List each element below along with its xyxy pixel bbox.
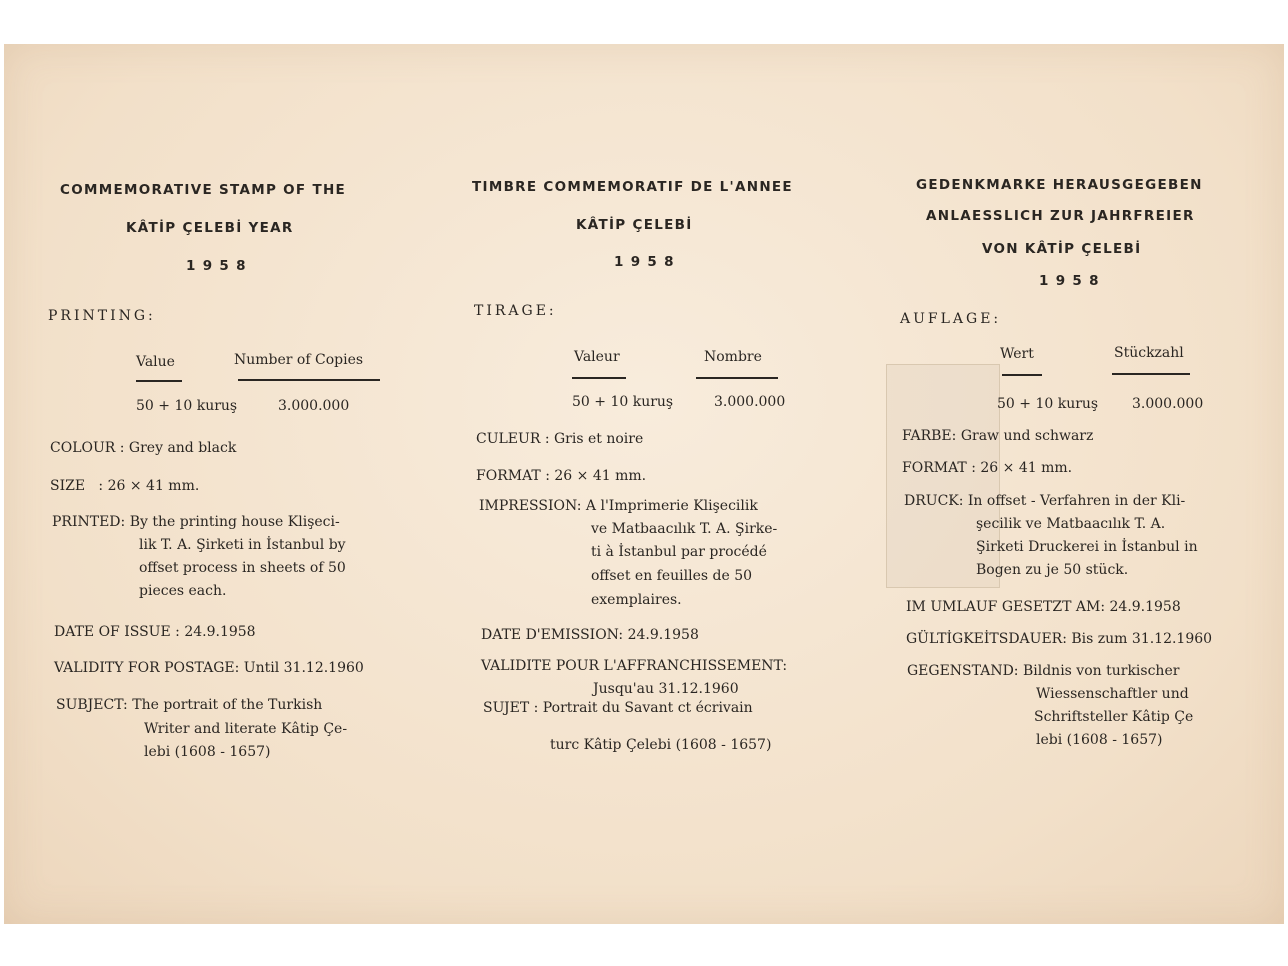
english-year: 1 9 5 8 — [186, 258, 247, 274]
german-auflage-label: AUFLAGE: — [900, 311, 1002, 327]
english-printed-line2: lik T. A. Şirketi in İstanbul by — [139, 537, 346, 553]
german-value-rule — [1002, 374, 1042, 376]
german-copies-rule — [1112, 373, 1190, 375]
english-copies-rule — [238, 379, 380, 381]
english-value-header: Value — [136, 354, 175, 370]
german-druck-line3: Şirketi Druckerei in İstanbul in — [976, 539, 1198, 555]
german-farbe: FARBE: Graw und schwarz — [902, 428, 1094, 444]
english-printed-line3: offset process in sheets of 50 — [139, 560, 346, 576]
english-validity: VALIDITY FOR POSTAGE: Until 31.12.1960 — [54, 660, 364, 676]
french-impression-line3: ti à İstanbul par procédé — [591, 544, 767, 560]
german-title-line2: ANLAESSLICH ZUR JAHRFREIER — [926, 208, 1195, 224]
german-title-line3: VON KÂTİP ÇELEBİ — [982, 241, 1142, 257]
german-value: 50 + 10 kuruş — [997, 396, 1099, 412]
german-druck-line1: DRUCK: In offset - Verfahren in der Kli- — [904, 493, 1186, 509]
english-size: SIZE : 26 × 41 mm. — [50, 478, 200, 494]
english-title-line1: COMMEMORATIVE STAMP OF THE — [60, 182, 347, 198]
french-copies-header: Nombre — [704, 349, 762, 365]
french-impression-line5: exemplaires. — [591, 592, 682, 608]
french-copies: 3.000.000 — [714, 394, 786, 410]
french-value-header: Valeur — [574, 349, 620, 365]
french-validite-line2: Jusqu'au 31.12.1960 — [593, 681, 739, 697]
german-druck-line2: şecilik ve Matbaacılık T. A. — [976, 516, 1166, 532]
german-copies: 3.000.000 — [1132, 396, 1204, 412]
french-value-rule — [572, 377, 626, 379]
french-tirage-label: TIRAGE: — [474, 303, 557, 319]
english-title-line2: KÂTİP ÇELEBİ YEAR — [126, 220, 294, 236]
english-colour: COLOUR : Grey and black — [50, 440, 237, 456]
english-subject-line2: Writer and literate Kâtip Çe- — [144, 721, 348, 737]
english-printed-line1: PRINTED: By the printing house Klişeci- — [52, 514, 340, 530]
german-umlauf: IM UMLAUF GESETZT AM: 24.9.1958 — [906, 599, 1181, 615]
french-sujet-line1: SUJET : Portrait du Savant ct écrivain — [483, 700, 753, 716]
german-gegenstand-line1: GEGENSTAND: Bildnis von turkischer — [907, 663, 1180, 679]
german-format: FORMAT : 26 × 41 mm. — [902, 460, 1073, 476]
german-value-header: Wert — [1000, 346, 1034, 362]
german-druck-line4: Bogen zu je 50 stück. — [976, 562, 1129, 578]
french-validite-line1: VALIDITE POUR L'AFFRANCHISSEMENT: — [481, 658, 788, 674]
document-sheet — [4, 44, 1284, 924]
german-gegenstand-line4: lebi (1608 - 1657) — [1036, 732, 1163, 748]
french-title-line2: KÂTİP ÇELEBİ — [576, 217, 693, 233]
english-copies-header: Number of Copies — [234, 352, 364, 368]
english-copies: 3.000.000 — [278, 398, 350, 414]
english-date-of-issue: DATE OF ISSUE : 24.9.1958 — [54, 624, 256, 640]
english-value-rule — [136, 380, 182, 382]
german-gegenstand-line3: Schriftsteller Kâtip Çe — [1034, 709, 1194, 725]
english-subject-line1: SUBJECT: The portrait of the Turkish — [56, 697, 323, 713]
french-sujet-line2: turc Kâtip Çelebi (1608 - 1657) — [550, 737, 772, 753]
german-gueltigkeit: GÜLTİGKEİTSDAUER: Bis zum 31.12.1960 — [906, 631, 1213, 647]
french-year: 1 9 5 8 — [614, 254, 675, 270]
french-impression-line1: IMPRESSION: A l'Imprimerie Klişecilik — [479, 498, 758, 514]
french-colour: CULEUR : Gris et noire — [476, 431, 644, 447]
english-subject-line3: lebi (1608 - 1657) — [144, 744, 271, 760]
french-title-line1: TIMBRE COMMEMORATIF DE L'ANNEE — [472, 179, 793, 195]
german-gegenstand-line2: Wiessenschaftler und — [1036, 686, 1189, 702]
german-year: 1 9 5 8 — [1039, 273, 1100, 289]
french-value: 50 + 10 kuruş — [572, 394, 674, 410]
german-title-line1: GEDENKMARKE HERAUSGEGEBEN — [916, 177, 1203, 193]
french-format: FORMAT : 26 × 41 mm. — [476, 468, 647, 484]
english-value: 50 + 10 kuruş — [136, 398, 238, 414]
french-date-emission: DATE D'EMISSION: 24.9.1958 — [481, 627, 699, 643]
french-impression-line2: ve Matbaacılık T. A. Şirke- — [591, 521, 778, 537]
french-copies-rule — [696, 377, 778, 379]
english-printed-line4: pieces each. — [139, 583, 227, 599]
french-impression-line4: offset en feuilles de 50 — [591, 568, 753, 584]
german-copies-header: Stückzahl — [1114, 345, 1184, 361]
english-printing-label: PRINTING: — [48, 308, 156, 324]
